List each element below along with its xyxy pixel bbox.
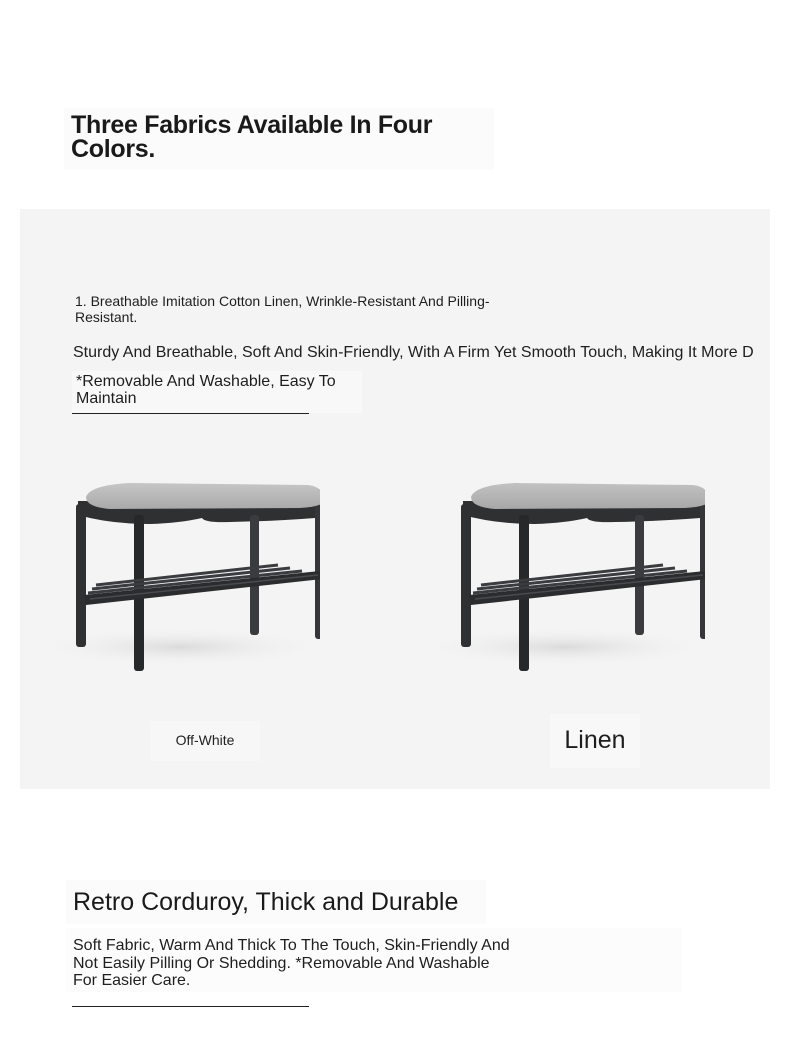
stool-image-off-white <box>30 459 320 719</box>
stool-image-linen <box>415 459 705 719</box>
page-title: Three Fabrics Available In Four Colors. <box>71 111 433 163</box>
divider <box>72 413 309 414</box>
divider <box>72 1006 309 1007</box>
floor-shadow <box>30 627 320 667</box>
seat-cushion <box>471 483 705 509</box>
section-title: Retro Corduroy, Thick and Durable <box>73 888 459 916</box>
seat-cushion <box>86 483 320 509</box>
color-label-off-white: Off-White <box>175 732 235 748</box>
fabric-title: 1. Breathable Imitation Cotton Linen, Wrinkle-Resistant And Pilling-Resistant. <box>75 293 490 325</box>
fabric-note: *Removable And Washable, Easy To Maintain <box>76 373 336 407</box>
color-label-linen: Linen <box>564 726 626 754</box>
floor-shadow <box>415 627 705 667</box>
fabric-panel <box>20 209 770 789</box>
fabric-description: Sturdy And Breathable, Soft And Skin-Friendly, With A Firm Yet Smooth Touch, Making It More D <box>73 344 754 361</box>
section-description: Soft Fabric, Warm And Thick To The Touch, Skin-Friendly And Not Easily Pilling Or Shedding. *Removable And Washable For Easier Care. <box>73 937 510 989</box>
